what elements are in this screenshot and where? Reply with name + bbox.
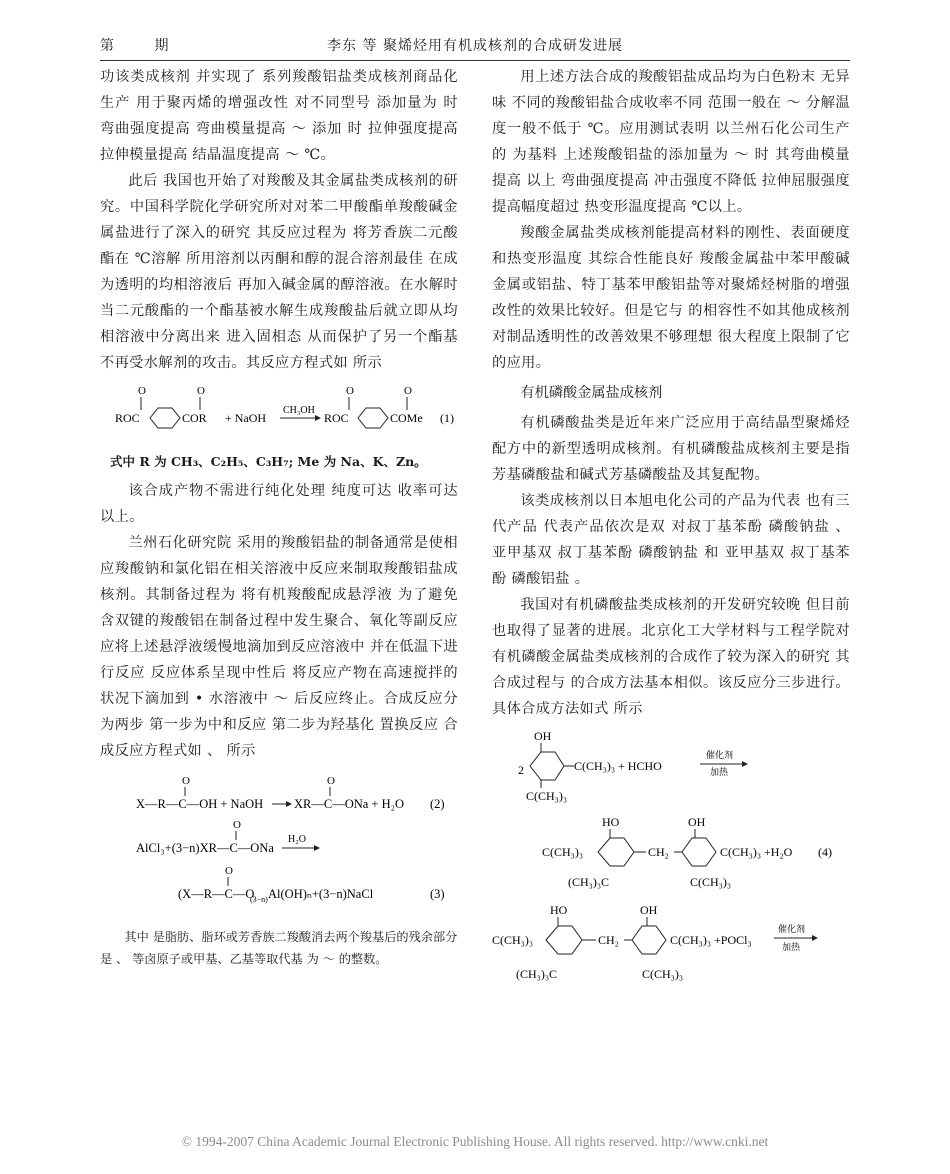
eq1-lhs-ester-right: COR <box>182 411 207 425</box>
eq1-naoh: + NaOH <box>225 411 267 425</box>
eq1-lhs-ester-left: ROC <box>115 411 140 425</box>
section-subheading: 有机磷酸金属盐成核剂 <box>520 385 663 401</box>
eq3-products-part2: Al(OH)ₙ+(3−n)NaCl <box>268 887 374 901</box>
copyright-footer: © 1994-2007 China Academic Journal Electronic Publishing House. All rights reserved. http://www.cnki.net <box>181 1134 769 1149</box>
equations-2-3-svg <box>100 770 458 920</box>
right-paragraph-3: 有机磷酸盐类是近年来广泛应用于高结晶型聚烯烃配方中的新型透明成核剂。有机磷酸盐成核剂主要是指芳基磷酸盐和碱式芳基磷酸盐及其复配物。 <box>492 415 850 483</box>
eq3-water: H₂O <box>288 834 306 845</box>
eq4-bottom-right-tbutyl: C(CH₃)₃ <box>690 875 732 889</box>
eq4-ho-left-2: HO <box>550 903 568 917</box>
left-column <box>100 64 458 970</box>
left-paragraph-4: 兰州石化研究院 采用的羧酸铝盐的制备通常是使相应羧酸钠和氯化铝在相关溶液中反应来制取羧酸铝盐成核剂。其制备过程为 将有机羧酸配成悬浮液 为了避免含双键的羧酸铝在制备过程中发生聚合、氧化等副反应 应将上述悬浮液缓慢地滴加到反应溶液中 并在低温下进行反应 反应体系呈现中性后 将反应产物在高速搅拌的状况下滴加到 • 水溶液中 ～ 后反应终止。合成反应分为两步 第一步为中和反应 第二步为羟基化 置换反应 合成反应方程式如 、 所示 <box>100 535 458 759</box>
eq2-oxygen-2: O <box>327 775 335 787</box>
eq4-right-tbutyl: C(CH₃)₃ +H₂O <box>720 845 793 859</box>
eq4-catalyst: 催化剂 <box>706 750 734 760</box>
eq4-oh-right: OH <box>688 815 706 829</box>
left-paragraph-1: 功该类成核剂 并实现了 系列羧酸铝盐类成核剂商品化生产 用于聚丙烯的增强改性 对不同型号 添加量为 时 弯曲强度提高 弯曲模量提高 ～ 添加 时 拉伸强度提高 拉伸模量提高 结晶温度提高 ～ ℃。 <box>100 69 458 163</box>
eq1-number: (1) <box>440 411 454 425</box>
eq4-left-tbutyl: C(CH₃)₃ <box>542 845 584 859</box>
eq4-tbutyl-1: C(CH₃)₃ <box>526 789 568 803</box>
eq4-heat: 加热 <box>710 767 729 777</box>
eq4-bottom-left-tbutyl-2: (CH₃)₃C <box>516 967 558 981</box>
eq3-oxygen-1: O <box>233 819 241 831</box>
eq1-oxygen-4: O <box>404 385 412 397</box>
equation-1 <box>100 382 458 446</box>
eq3-reactants: AlCl₃+(3−n)XR—C—ONa <box>136 841 274 855</box>
eq4-right-tbutyl-pocl3: C(CH₃)₃ +POCl₃ <box>670 933 752 947</box>
eq4-oh-1: OH <box>534 729 552 743</box>
eq4-ring-3 <box>682 838 716 866</box>
right-paragraph-5: 我国对有机磷酸盐类成核剂的开发研究较晚 但目前也取得了显著的进展。北京化工大学材料与工程学院对有机磷酸金属盐类成核剂的合成作了较为深入的研究 其合成过程与 的合成方法基本相似。该反应分三步进行。具体合成方法如式 所示 <box>492 597 850 717</box>
eq1-oxygen-2: O <box>197 385 205 397</box>
eq2-3-note: 其中 是脂肪、脂环或芳香族二羧酸消去两个羧基后的残余部分 是 、 等卤原子或甲基、乙基等取代基 为 ～ 的整数。 <box>100 930 458 966</box>
eq4-oh-right-2: OH <box>640 903 658 917</box>
eq4-coefficient: 2 <box>518 763 524 777</box>
eq4-heat-2: 加热 <box>782 942 801 952</box>
eq2-reactants: X—R—C—OH + NaOH <box>136 797 264 811</box>
left-paragraph-3: 该合成产物不需进行纯化处理 纯度可达 收率可达 以上。 <box>100 483 458 525</box>
eq3-products-part1: (X—R—C—O <box>178 887 255 901</box>
eq3-oxygen-2: O <box>225 865 233 877</box>
eq4-number: (4) <box>818 845 832 859</box>
eq2-number: (2) <box>430 797 445 811</box>
eq1-rhs-ester: ROC <box>324 411 349 425</box>
right-paragraph-4: 该类成核剂以日本旭电化公司的产品为代表 也有三代产品 代表产品依次是双 对叔丁基苯酚 磷酸钠盐 、 亚甲基双 叔丁基苯酚 磷酸钠盐 和 亚甲基双 叔丁基苯酚 磷酸铝盐 。 <box>492 493 850 587</box>
eq2-arrowhead <box>286 801 292 807</box>
equation-4 <box>492 728 850 998</box>
eq4-catalyst-2: 催化剂 <box>778 924 806 934</box>
equation-2-3 <box>100 770 458 920</box>
eq4-ring-5 <box>632 926 666 954</box>
eq4-ring-4 <box>546 926 582 954</box>
eq3-arrowhead <box>314 845 320 851</box>
eq1-arrowhead <box>315 415 321 421</box>
eq1-benzene-ring-2 <box>358 408 388 428</box>
eq1-benzene-ring-1 <box>150 408 180 428</box>
right-paragraph-2: 羧酸金属盐类成核剂能提高材料的刚性、表面硬度和热变形温度 其综合性能良好 羧酸金属盐中苯甲酸碱金属或铝盐、特丁基苯甲酸铝盐等对聚烯烃树脂的增强改性的效果比较好。但是它与 的相容性不如其他成核剂 对制品透明性的改善效果不够理想 很大程度上限制了它的应用。 <box>492 225 850 371</box>
eq4-ring-1 <box>530 752 564 780</box>
eq3-number: (3) <box>430 887 445 901</box>
eq4-reagents: C(CH₃)₃ + HCHO <box>574 759 662 773</box>
eq4-ring-2 <box>598 838 634 866</box>
right-column <box>492 64 850 1004</box>
equation-1-svg <box>100 382 458 446</box>
eq1-definition: 式中 R 为 CH₃、C₂H₅、C₃H₇; Me 为 Na、K、Zn。 <box>110 454 427 469</box>
eq4-left-tbutyl-2: C(CH₃)₃ <box>492 933 534 947</box>
eq1-rhs-salt: COMe <box>390 411 423 425</box>
eq4-arrowhead-1 <box>742 761 748 767</box>
right-paragraph-1: 用上述方法合成的羧酸铝盐成品均为白色粉末 无异味 不同的羧酸铝盐合成收率不同 范围一般在 ～ 分解温度一般不低于 ℃。应用测试表明 以兰州石化公司生产的 为基料 上述羧酸铝盐的添加量为 ～ 时 其弯曲模量提高 以上 弯曲强度提高 冲击强度不降低 拉伸屈服强度提高幅度超过 热变形温度提高 ℃以上。 <box>492 69 850 215</box>
eq3-subscript: (3−n) <box>250 895 268 904</box>
eq1-oxygen-3: O <box>346 385 354 397</box>
running-title: 李东 等 聚烯烃用有机成核剂的合成研发进展 <box>327 38 623 54</box>
eq4-methylene: CH₂ <box>648 845 669 859</box>
eq2-oxygen-1: O <box>182 775 190 787</box>
equation-4-svg <box>492 728 850 998</box>
left-paragraph-2: 此后 我国也开始了对羧酸及其金属盐类成核剂的研究。中国科学院化学研究所对对苯二甲酸酯单羧酸碱金属盐进行了深入的研究 其反应过程为 将芳香族二元酸酯在 ℃溶解 所用溶剂以丙酮和醇的混合溶剂最佳 在成为透明的均相溶液后 再加入碱金属的醇溶液。在水解时 当二元酸酯的一个酯基被水解生成羧酸盐后就立即从均相溶液中分离出来 进入固相态 从而保护了另一个酯基不再受水解剂的攻击。其反应方程式如 所示 <box>100 173 458 371</box>
page-header <box>100 36 850 61</box>
issue-label: 第 期 <box>100 38 187 54</box>
eq2-products: XR—C—ONa + H₂O <box>294 797 405 811</box>
eq4-ho-left: HO <box>602 815 620 829</box>
eq4-methylene-2: CH₂ <box>598 933 619 947</box>
eq4-bottom-right-tbutyl-2: C(CH₃)₃ <box>642 967 684 981</box>
eq4-arrowhead-2 <box>812 935 818 941</box>
eq1-solvent: CH₃OH <box>283 405 315 416</box>
eq1-oxygen-1: O <box>138 385 146 397</box>
eq4-bottom-left-tbutyl: (CH₃)₃C <box>568 875 610 889</box>
